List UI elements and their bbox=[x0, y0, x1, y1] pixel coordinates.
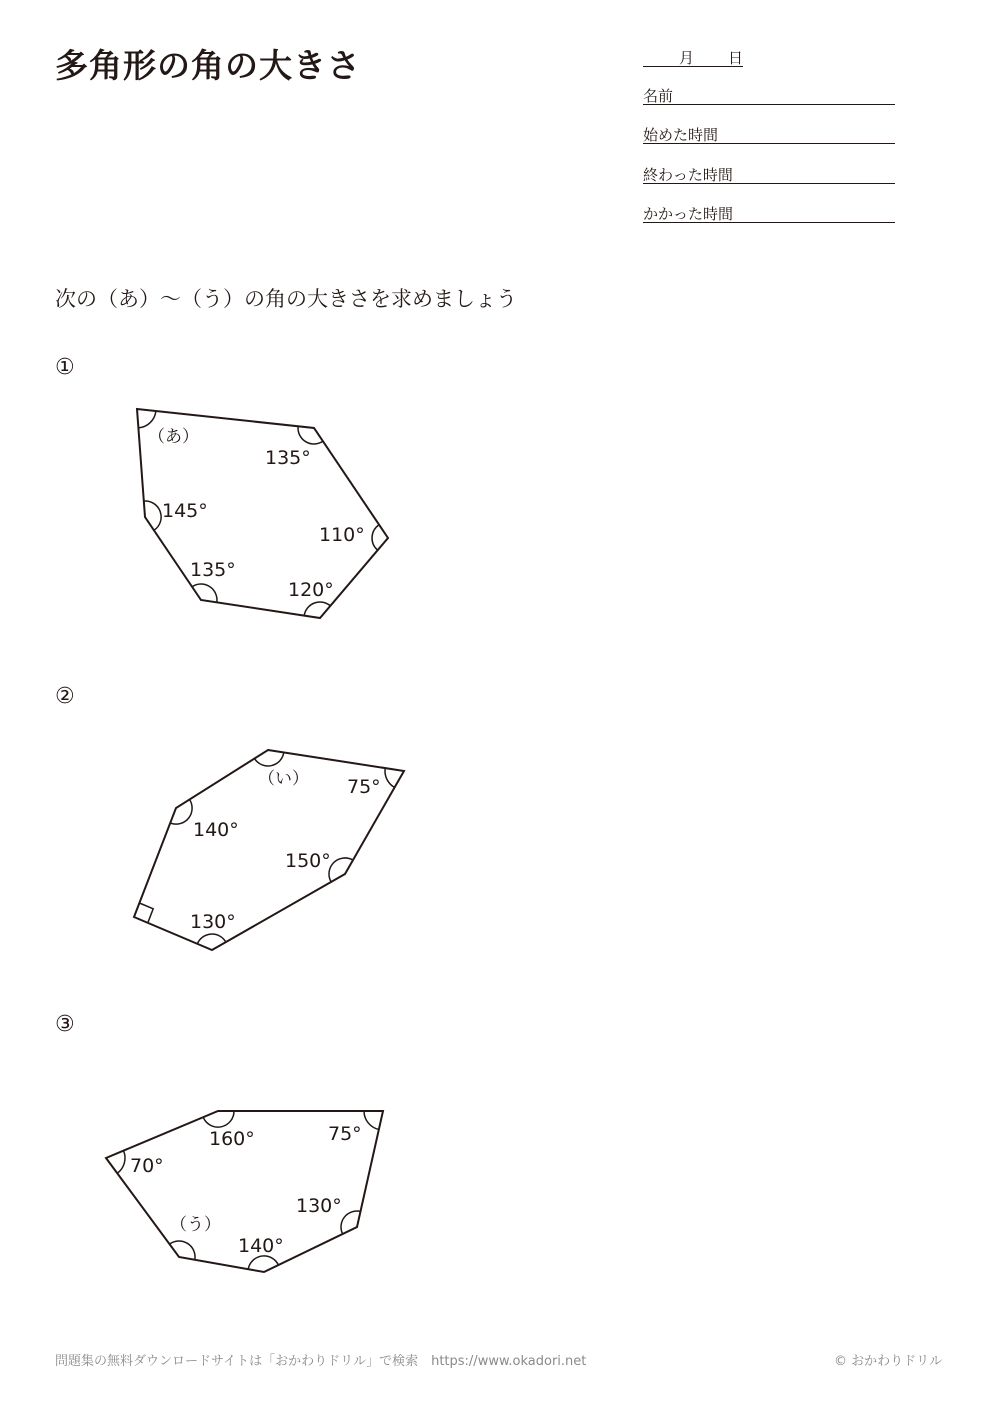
angle-arc bbox=[364, 1111, 379, 1130]
angle-label: 110° bbox=[319, 524, 365, 546]
end-time-field[interactable] bbox=[643, 163, 895, 184]
angle-label: 150° bbox=[285, 850, 331, 872]
angle-arc bbox=[197, 934, 226, 944]
angle-label: 130° bbox=[296, 1195, 342, 1217]
problem-1-polygon bbox=[0, 390, 420, 630]
angle-label-u: （う） bbox=[170, 1215, 221, 1235]
problem-1-number: ① bbox=[55, 355, 75, 380]
elapsed-time-label: かかった時間 bbox=[643, 205, 734, 223]
angle-arc bbox=[329, 858, 353, 882]
start-time-field[interactable] bbox=[643, 123, 895, 144]
angle-label: 160° bbox=[209, 1128, 255, 1150]
date-line bbox=[643, 46, 743, 67]
angle-label: 140° bbox=[193, 819, 239, 841]
angle-arc bbox=[203, 1111, 234, 1127]
angle-arc bbox=[170, 799, 192, 824]
angle-arc bbox=[304, 602, 330, 616]
name-field[interactable] bbox=[643, 84, 895, 105]
angle-label: 145° bbox=[162, 500, 208, 522]
page-title: 多角形の角の大きさ bbox=[55, 46, 361, 85]
angle-label-i: （い） bbox=[258, 769, 309, 789]
angle-label-a: （あ） bbox=[148, 427, 199, 447]
angle-label: 75° bbox=[347, 776, 381, 798]
angle-label: 75° bbox=[328, 1123, 362, 1145]
day-label: 日 bbox=[728, 49, 744, 67]
problem-2-number: ② bbox=[55, 684, 75, 709]
angle-label: 140° bbox=[238, 1235, 284, 1257]
month-label: 月 bbox=[679, 49, 695, 67]
angle-label: 130° bbox=[190, 911, 236, 933]
angle-label: 70° bbox=[130, 1155, 164, 1177]
angle-label: 120° bbox=[288, 579, 334, 601]
problem-2-polygon bbox=[0, 730, 420, 970]
angle-label: 135° bbox=[190, 559, 236, 581]
instruction-text: 次の（あ）～（う）の角の大きさを求めましょう bbox=[55, 287, 517, 311]
angle-arc bbox=[385, 768, 395, 787]
angle-arc bbox=[372, 525, 379, 550]
angle-label: 135° bbox=[265, 447, 311, 469]
problem-3-polygon bbox=[0, 1090, 420, 1290]
start-time-label: 始めた時間 bbox=[643, 126, 719, 144]
footer-copyright: © おかわりドリル bbox=[834, 1354, 943, 1369]
angle-arc bbox=[139, 411, 156, 428]
name-field-label: 名前 bbox=[643, 87, 674, 105]
angle-arc bbox=[117, 1151, 125, 1174]
elapsed-time-field[interactable] bbox=[643, 202, 895, 223]
problem-3-number: ③ bbox=[55, 1012, 75, 1037]
footer-site-note: 問題集の無料ダウンロードサイトは「おかわりドリル」で検索 https://www.okadori.net bbox=[55, 1354, 587, 1369]
end-time-label: 終わった時間 bbox=[643, 166, 733, 184]
